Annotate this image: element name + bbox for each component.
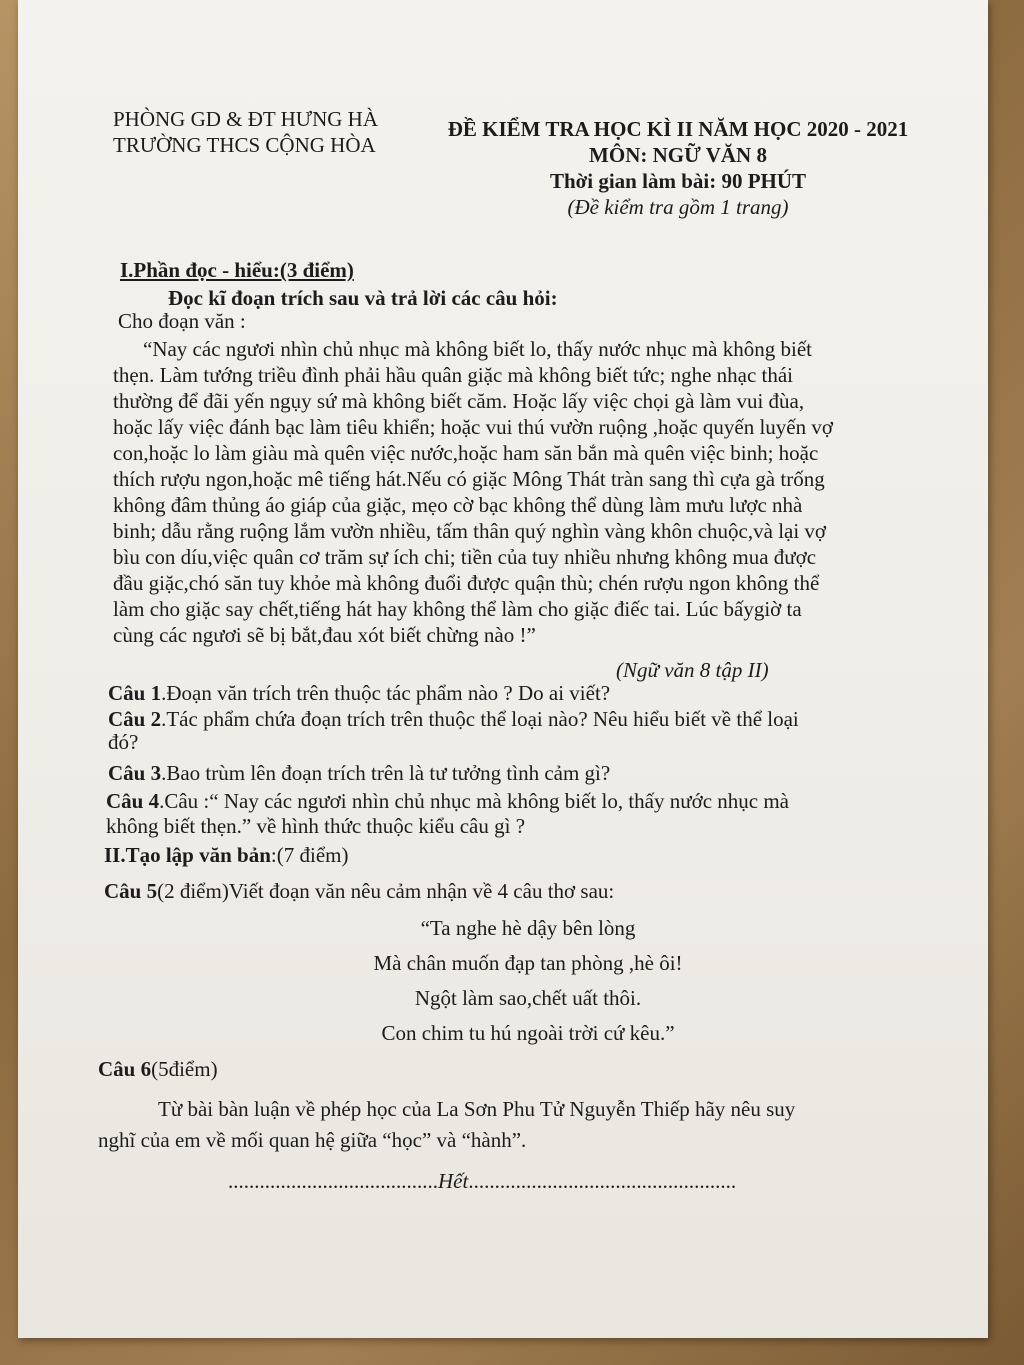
passage-line: không đâm thủng áo giáp của giặc, mẹo cờ bạc không thể dùng làm mưu lược nhà: [113, 493, 803, 517]
question-3: [108, 760, 610, 786]
part2-heading: [104, 842, 348, 868]
passage-line: con,hoặc lo làm giàu mà quên việc nước,hoặc ham săn bắn mà quên việc binh; hoặc: [113, 441, 819, 465]
exam-pages-note: (Đề kiểm tra gồm 1 trang): [567, 195, 789, 219]
end-word: Hết: [438, 1169, 469, 1193]
passage-line: bìu con díu,việc quân cơ trăm sự ích chi; tiền của tuy nhiều nhưng không mua được: [113, 545, 817, 569]
poem-line: Mà chân muốn đạp tan phòng ,hè ôi!: [373, 951, 683, 975]
question-text: .Câu :“ Nay các ngươi nhìn chủ nhục mà không biết lo, thấy nước nhục mà: [159, 789, 790, 813]
exam-title: ĐỀ KIỂM TRA HỌC KÌ II NĂM HỌC 2020 - 2021: [447, 117, 909, 141]
question-1: [108, 680, 610, 706]
question-label: Câu 1: [108, 681, 162, 705]
question-6-body: [98, 1096, 918, 1153]
passage-line: làm cho giặc say chết,tiếng hát hay không thể làm cho giặc điếc tai. Lúc bấygiờ ta: [113, 597, 802, 621]
poem: [218, 911, 838, 1051]
question-6-line: nghĩ của em về mối quan hệ giữa “học” và “hành”.: [98, 1128, 527, 1152]
school-header: [113, 106, 378, 158]
question-points: (5điểm): [151, 1057, 218, 1081]
part1-heading: I.Phần đọc - hiểu:(3 điểm): [120, 258, 354, 282]
passage-line: cùng các ngươi sẽ bị bắt,đau xót biết chừng nào !”: [113, 623, 536, 647]
question-label: Câu 6: [98, 1057, 152, 1081]
end-marker: [228, 1168, 736, 1194]
question-text: .Tác phẩm chứa đoạn trích trên thuộc thể loại nào? Nêu hiểu biết về thể loại: [161, 707, 799, 731]
passage-line: binh; dẫu rằng ruộng lắm vườn nhiều, tấm thân quý nghìn vàng khôn chuộc,và lại vợ: [113, 519, 827, 543]
end-dots: ...................................................: [468, 1169, 737, 1193]
question-5: [104, 878, 614, 904]
passage-line: thường để đãi yến ngụy sứ mà không biết căm. Hoặc lấy việc chọi gà làm vui đùa,: [113, 389, 805, 413]
question-text: (2 điểm)Viết đoạn văn nêu cảm nhận về 4 câu thơ sau:: [157, 879, 615, 903]
part2-heading-title: II.Tạo lập văn bản: [104, 843, 271, 867]
passage-intro: Cho đoạn văn :: [118, 309, 246, 333]
question-4: [106, 788, 789, 814]
poem-line: Con chim tu hú ngoài trời cứ kêu.”: [381, 1021, 675, 1045]
question-2: [108, 706, 799, 732]
exam-sheet: [18, 0, 988, 1338]
question-2-cont: đó?: [108, 730, 139, 754]
school-name: TRƯỜNG THCS CỘNG HÒA: [113, 133, 376, 157]
poem-line: Ngột làm sao,chết uất thôi.: [414, 986, 642, 1010]
passage-line: hoặc lấy việc đánh bạc làm tiêu khiển; hoặc vui thú vườn ruộng ,hoặc quyến luyến vợ: [113, 415, 833, 439]
passage-line: “Nay các ngươi nhìn chủ nhục mà không biết lo, thấy nước nhục mà không biết: [143, 337, 812, 361]
exam-header: [418, 116, 938, 220]
question-label: Câu 5: [104, 879, 158, 903]
question-text: .Đoạn văn trích trên thuộc tác phẩm nào ? Do ai viết?: [161, 681, 611, 705]
part2-heading-points: :(7 điểm): [270, 843, 349, 867]
question-label: Câu 3: [108, 761, 162, 785]
passage: [113, 336, 918, 648]
question-4-cont: không biết thẹn.” về hình thức thuộc kiểu câu gì ?: [106, 814, 526, 838]
question-6: [98, 1056, 218, 1082]
exam-duration: Thời gian làm bài: 90 PHÚT: [549, 169, 807, 193]
end-dots: ........................................: [228, 1169, 438, 1193]
department-name: PHÒNG GD & ĐT HƯNG HÀ: [113, 107, 378, 131]
question-6-line: Từ bài bàn luận về phép học của La Sơn Phu Tử Nguyễn Thiếp hãy nêu suy: [158, 1097, 796, 1121]
poem-line: “Ta nghe hè dậy bên lòng: [420, 916, 636, 940]
passage-line: thích rượu ngon,hoặc mê tiếng hát.Nếu có giặc Mông Thát tràn sang thì cựa gà trống: [113, 467, 825, 491]
question-text: .Bao trùm lên đoạn trích trên là tư tưởng tình cảm gì?: [161, 761, 611, 785]
part1-instruction: Đọc kĩ đoạn trích sau và trả lời các câu hỏi:: [168, 286, 558, 310]
exam-subject: MÔN: NGỮ VĂN 8: [589, 143, 767, 167]
question-label: Câu 4: [106, 789, 160, 813]
question-label: Câu 2: [108, 707, 162, 731]
passage-line: thẹn. Làm tướng triều đình phải hầu quân giặc mà không biết tức; nghe nhạc thái: [113, 363, 794, 387]
passage-line: đầu giặc,chó săn tuy khỏe mà không đuổi được quận thù; chén rượu ngon không thể: [113, 571, 820, 595]
passage-source: (Ngữ văn 8 tập II): [616, 658, 769, 682]
